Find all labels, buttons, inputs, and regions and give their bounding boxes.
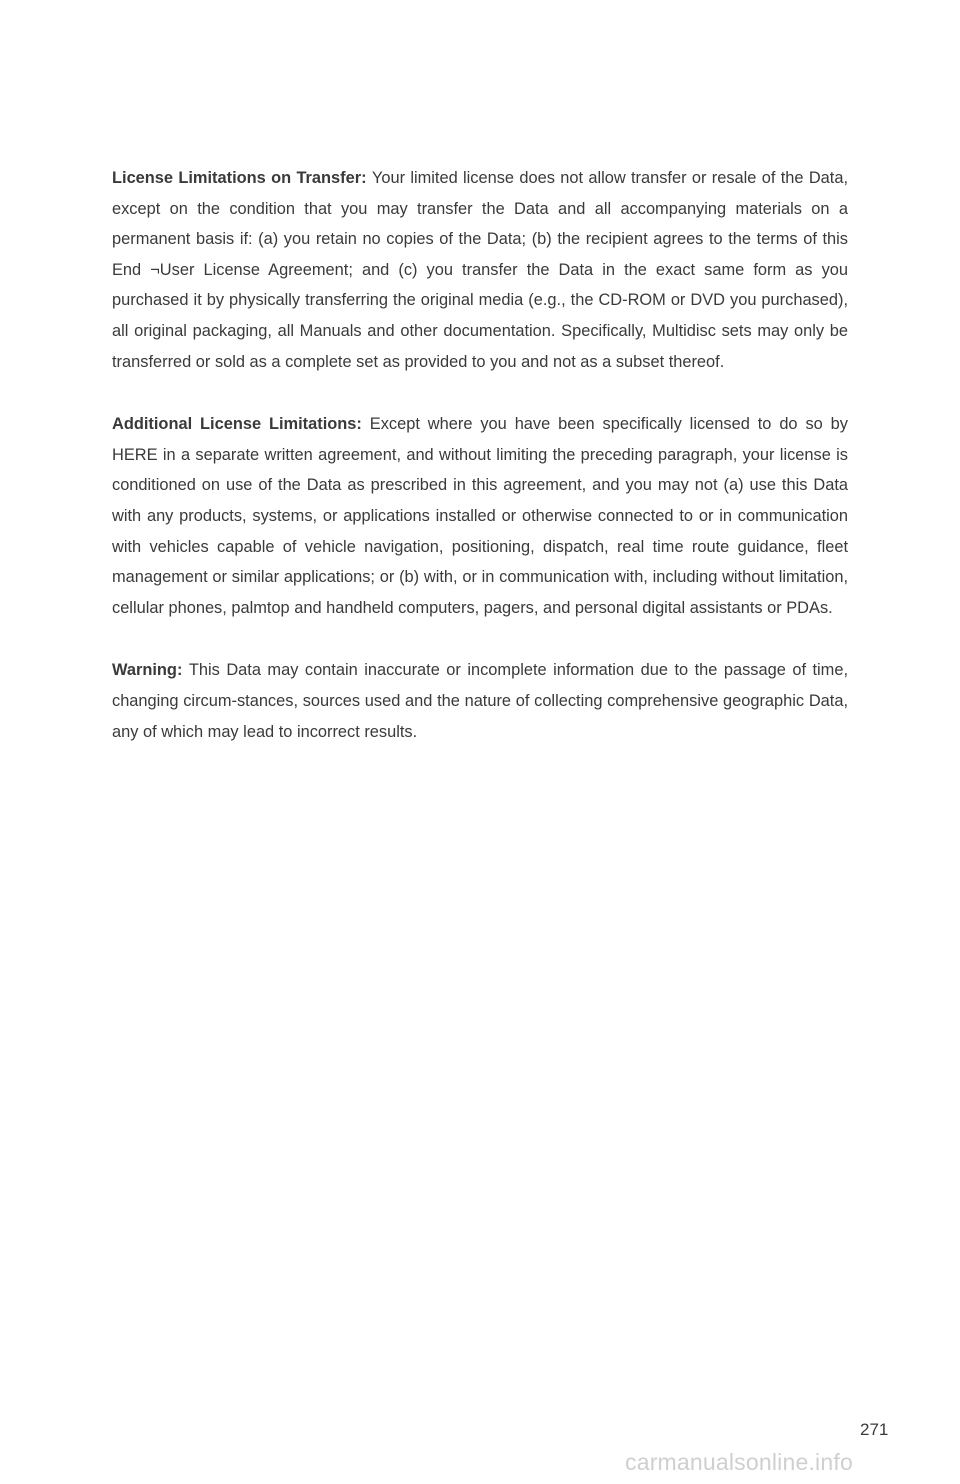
- section-additional-limitations: [112, 409, 848, 623]
- watermark: carmanualsonline.info: [625, 1449, 853, 1475]
- document-body: [112, 163, 848, 779]
- section-warning: [112, 655, 848, 747]
- section-heading: Additional License Limitations:: [112, 415, 370, 434]
- section-text: Your limited license does not allow transfer or resale of the Data, except on the condition that you may transfer the Data and all accompanying materials on a permanent basis if: (a) you retain no copies of the Data; (b) the recipient agrees to the terms of this End ¬User License Agreement; and (c) you transfer the Data in the exact same form as you purchased it by physically transferring the original media (e.g., the CD-ROM or DVD you purchased), all original packaging, all Manuals and other documentation. Specifically, Multidisc sets may only be transferred or sold as a complete set as provided to you and not as a subset thereof.: [112, 169, 849, 371]
- section-text: Except where you have been specifically licensed to do so by HERE in a separate written agreement, and without limiting the preceding paragraph, your license is conditioned on use of the Data as prescribed in this agreement, and you may not (a) use this Data with any products, systems, or applications installed or otherwise connected to or in communication with vehicles capable of vehicle navigation, positioning, dispatch, real time route guidance, fleet management or similar applications; or (b) with, or in communication with, including without limitation, cellular phones, palmtop and handheld computers, pagers, and personal digital assistants or PDAs.: [112, 415, 848, 617]
- section-heading: License Limitations on Transfer:: [112, 169, 372, 187]
- page-number: 271: [860, 1420, 889, 1439]
- section-text: This Data may contain inaccurate or incomplete information due to the passage of time, changing circum-stances, sources used and the nature of collecting comprehensive geographic Data, any of which may lead to incorrect results.: [112, 661, 848, 741]
- section-heading: Warning:: [112, 661, 189, 680]
- section-license-transfer: [112, 163, 848, 377]
